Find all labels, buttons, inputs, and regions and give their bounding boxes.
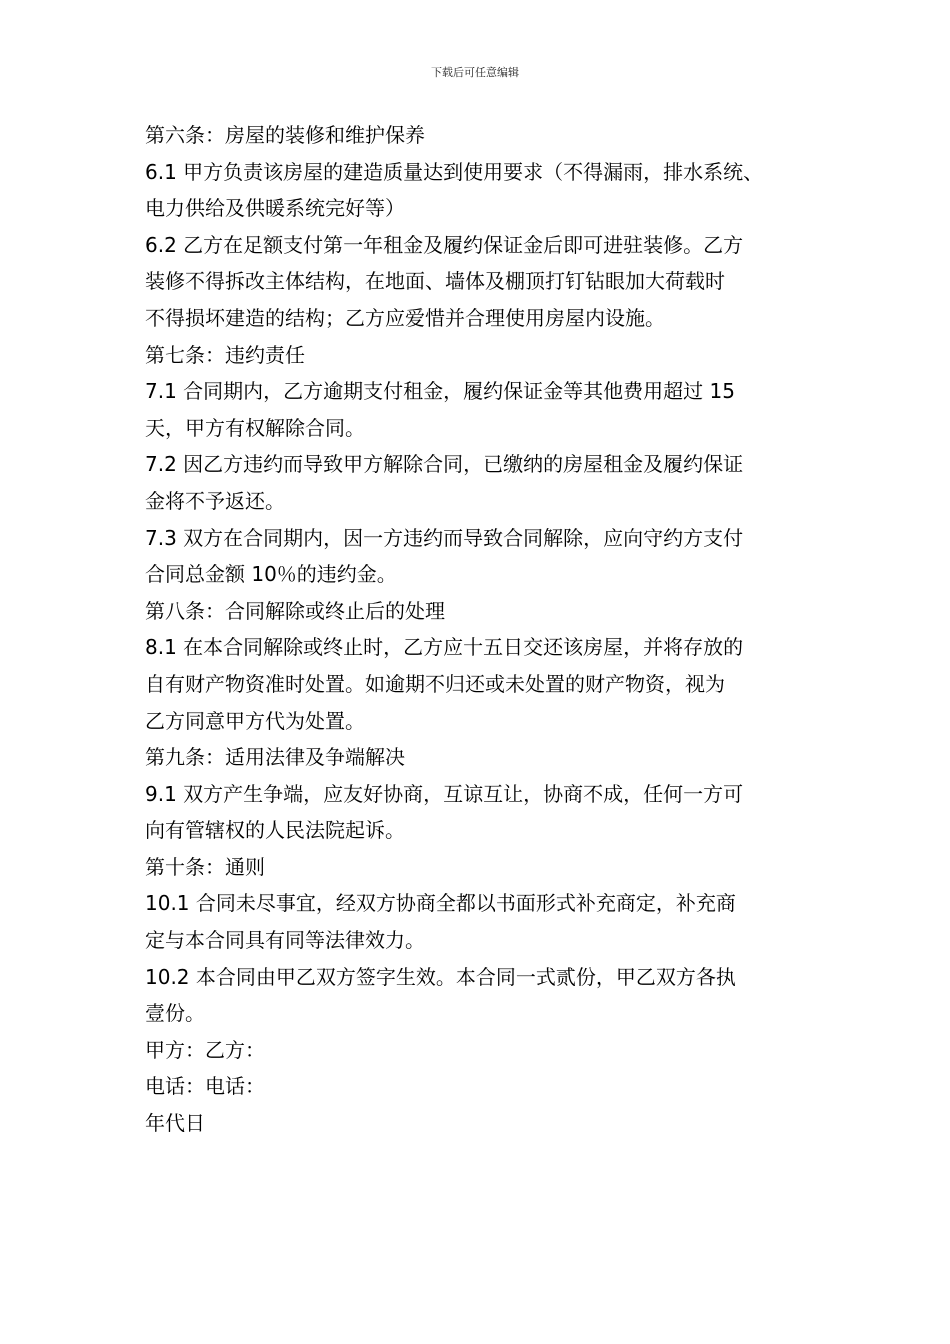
clause-6-2-line-2: 装修不得拆改主体结构，在地面、墙体及棚顶打钉钻眼加大荷载时 <box>145 269 725 294</box>
clause-7-3-line-2: 合同总金额 10％的违约金。 <box>145 562 397 587</box>
document-body <box>145 117 810 1142</box>
signature-parties-line: 甲方：乙方： <box>145 1037 265 1062</box>
clause-7-1-line-2: 天，甲方有权解除合同。 <box>145 415 365 440</box>
clause-8-1-line-2: 自有财产物资准时处置。如逾期不归还或未处置的财产物资，视为 <box>145 671 725 696</box>
article-8-heading: 第八条：合同解除或终止后的处理 <box>145 598 445 623</box>
article-6-heading: 第六条：房屋的装修和维护保养 <box>145 123 425 147</box>
signature-date-line: 年代日 <box>145 1111 205 1136</box>
clause-8-1-line-3: 乙方同意甲方代为处置。 <box>145 708 365 733</box>
clause-6-1-line-1: 6.1 甲方负责该房屋的建造质量达到使用要求（不得漏雨，排水系统、 <box>145 159 764 184</box>
clause-10-1-line-2: 定与本合同具有同等法律效力。 <box>145 928 425 953</box>
article-7-heading: 第七条：违约责任 <box>145 342 305 367</box>
article-9-heading: 第九条：适用法律及争端解决 <box>145 745 405 770</box>
clause-7-1-line-1: 7.1 合同期内，乙方逾期支付租金，履约保证金等其他费用超过 15 <box>145 379 735 404</box>
clause-10-1-line-1: 10.1 合同未尽事宜，经双方协商全都以书面形式补充商定，补充商 <box>145 891 736 916</box>
clause-9-1-line-2: 向有管辖权的人民法院起诉。 <box>145 818 405 843</box>
clause-7-2-line-2: 金将不予返还。 <box>145 488 285 513</box>
clause-7-2-line-1: 7.2 因乙方违约而导致甲方解除合同，已缴纳的房屋租金及履约保证 <box>145 452 744 477</box>
clause-6-1-line-2: 电力供给及供暖系统完好等） <box>145 196 405 221</box>
clause-8-1-line-1: 8.1 在本合同解除或终止时，乙方应十五日交还该房屋，并将存放的 <box>145 635 744 660</box>
clause-7-3-line-1: 7.3 双方在合同期内，因一方违约而导致合同解除，应向守约方支付 <box>145 525 744 550</box>
clause-10-2-line-1: 10.2 本合同由甲乙双方签字生效。本合同一式贰份，甲乙双方各执 <box>145 964 736 989</box>
clause-9-1-line-1: 9.1 双方产生争端，应友好协商，互谅互让，协商不成，任何一方可 <box>145 781 744 806</box>
signature-phone-line: 电话：电话： <box>145 1074 265 1099</box>
article-10-heading: 第十条：通则 <box>145 854 265 879</box>
clause-6-2-line-1: 6.2 乙方在足额支付第一年租金及履约保证金后即可进驻装修。乙方 <box>145 232 744 257</box>
page-header-note: 下载后可任意编辑 <box>431 66 519 79</box>
clause-6-2-line-3: 不得损坏建造的结构；乙方应爱惜并合理使用房屋内设施。 <box>145 305 665 330</box>
clause-10-2-line-2: 壹份。 <box>145 1001 205 1026</box>
